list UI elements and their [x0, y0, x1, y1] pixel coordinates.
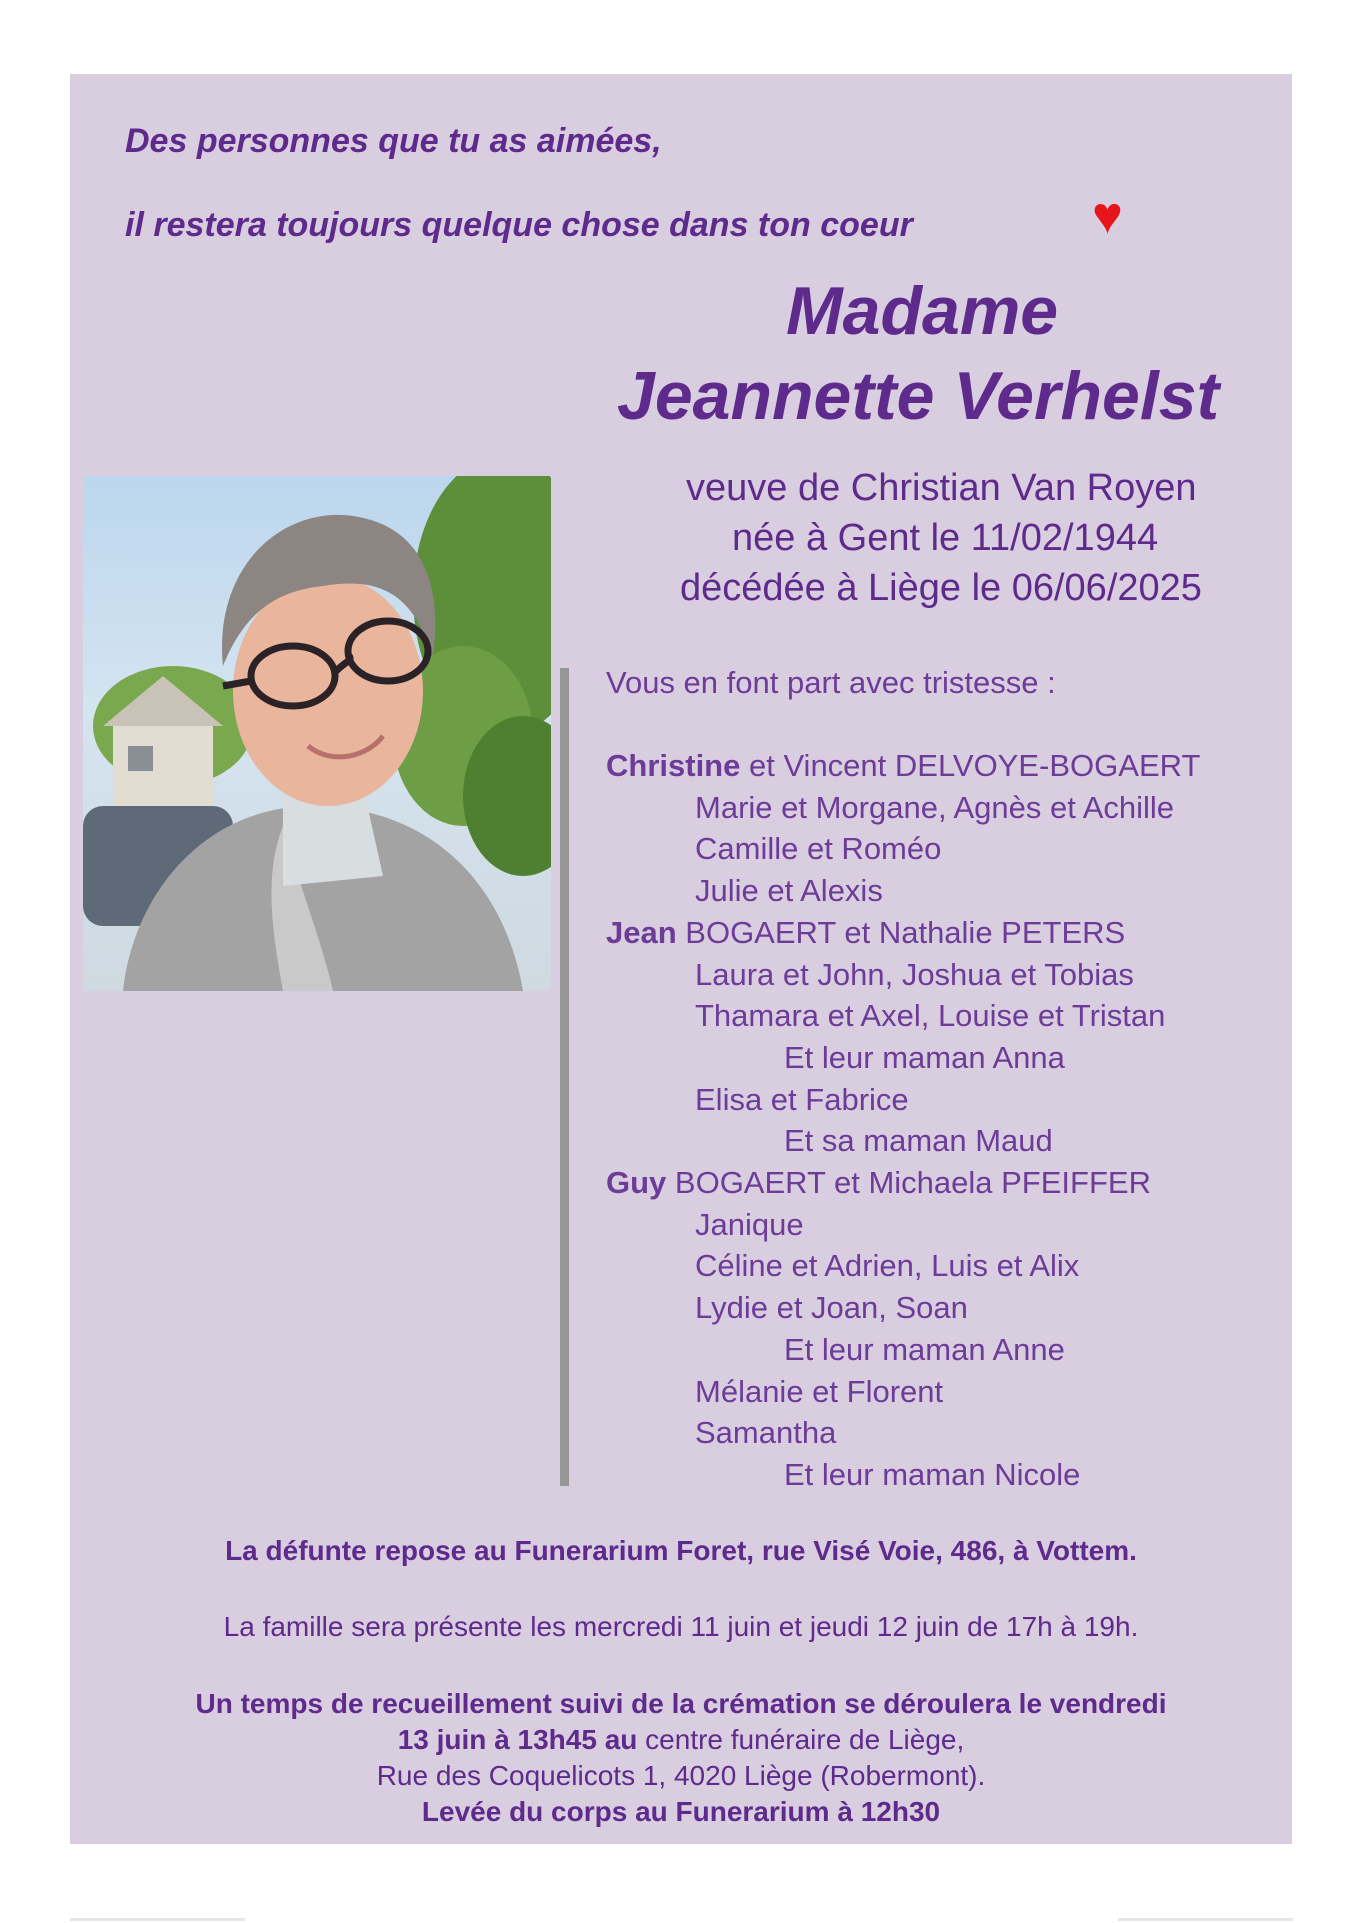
family-line	[695, 957, 1134, 993]
family-line	[695, 1374, 943, 1410]
heart-icon: ♥	[1092, 187, 1123, 245]
family-line	[695, 873, 883, 909]
family-line-text: et Vincent DELVOYE-BOGAERT	[740, 748, 1201, 783]
family-line-text: Et leur maman Anne	[784, 1331, 1065, 1367]
deceased-title: Madame	[786, 273, 1059, 349]
family-line-text: Elisa et Fabrice	[695, 1081, 909, 1117]
family-intro: Vous en font part avec tristesse :	[606, 665, 1056, 700]
family-line	[695, 1290, 968, 1326]
ceremony-place: centre funéraire de Liège,	[637, 1724, 965, 1755]
widow-of: veuve de Christian Van Royen	[686, 467, 1197, 509]
family-line	[784, 1123, 1053, 1159]
family-line-text: Et leur maman Anna	[784, 1039, 1065, 1075]
portrait-photo	[83, 476, 551, 991]
family-line-text: Janique	[695, 1206, 804, 1242]
family-line-text: BOGAERT et Michaela PFEIFFER	[666, 1165, 1151, 1200]
family-line-text: Et sa maman Maud	[784, 1123, 1053, 1159]
family-line	[695, 831, 941, 867]
death-info: décédée à Liège le 06/06/2025	[680, 567, 1202, 609]
family-line	[784, 1332, 1065, 1368]
family-line	[606, 1165, 1151, 1201]
family-line-lead: Jean	[606, 914, 677, 950]
family-line	[695, 998, 1165, 1034]
family-line-lead: Christine	[606, 748, 741, 783]
ceremony-line-2	[70, 1724, 1292, 1756]
portrait-illustration	[83, 476, 551, 991]
family-line-text: Julie et Alexis	[695, 873, 883, 909]
repose-notice: La défunte repose au Funerarium Foret, rue Visé Voie, 486, à Vottem.	[225, 1535, 1137, 1566]
vertical-divider	[560, 668, 569, 1486]
ceremony-time: 13 juin à 13h45 au	[397, 1724, 638, 1755]
quote-line-1: Des personnes que tu as aimées,	[125, 122, 662, 160]
footer-rule-left	[70, 1918, 245, 1921]
family-line	[606, 915, 1125, 951]
family-line-lead: Guy	[606, 1165, 667, 1200]
family-line-text: Et leur maman Nicole	[784, 1456, 1081, 1492]
family-line-text: Lydie et Joan, Soan	[695, 1290, 968, 1326]
family-line	[695, 1415, 836, 1451]
family-line-text: BOGAERT et Nathalie PETERS	[676, 914, 1126, 950]
family-line	[606, 748, 1200, 784]
family-line-text: Céline et Adrien, Luis et Alix	[695, 1248, 1080, 1284]
family-line-text: Marie et Morgane, Agnès et Achille	[695, 789, 1175, 825]
family-line	[695, 1082, 909, 1118]
family-line-text: Samantha	[695, 1415, 837, 1451]
ceremony-line-4: Levée du corps au Funerarium à 12h30	[421, 1796, 941, 1827]
family-line-text: Camille et Roméo	[695, 831, 942, 867]
family-line	[695, 790, 1174, 826]
family-line-text: Laura et John, Joshua et Tobias	[695, 956, 1134, 992]
family-line	[695, 1207, 804, 1243]
ceremony-line-1: Un temps de recueillement suivi de la crémation se déroulera le vendredi	[195, 1688, 1167, 1719]
presence-notice: La famille sera présente les mercredi 11 juin et jeudi 12 juin de 17h à 19h.	[223, 1611, 1139, 1642]
quote-line-2: il restera toujours quelque chose dans ton coeur	[125, 206, 913, 244]
family-line	[695, 1248, 1079, 1284]
footer-rule-right	[1118, 1918, 1293, 1921]
birth-info: née à Gent le 11/02/1944	[732, 517, 1159, 559]
family-line-text: Thamara et Axel, Louise et Tristan	[695, 998, 1166, 1034]
deceased-name: Jeannette Verhelst	[617, 358, 1220, 434]
family-line	[784, 1040, 1065, 1076]
family-line	[784, 1457, 1080, 1493]
ceremony-line-3: Rue des Coquelicots 1, 4020 Liège (Robermont).	[376, 1760, 986, 1791]
family-line-text: Mélanie et Florent	[695, 1373, 944, 1409]
